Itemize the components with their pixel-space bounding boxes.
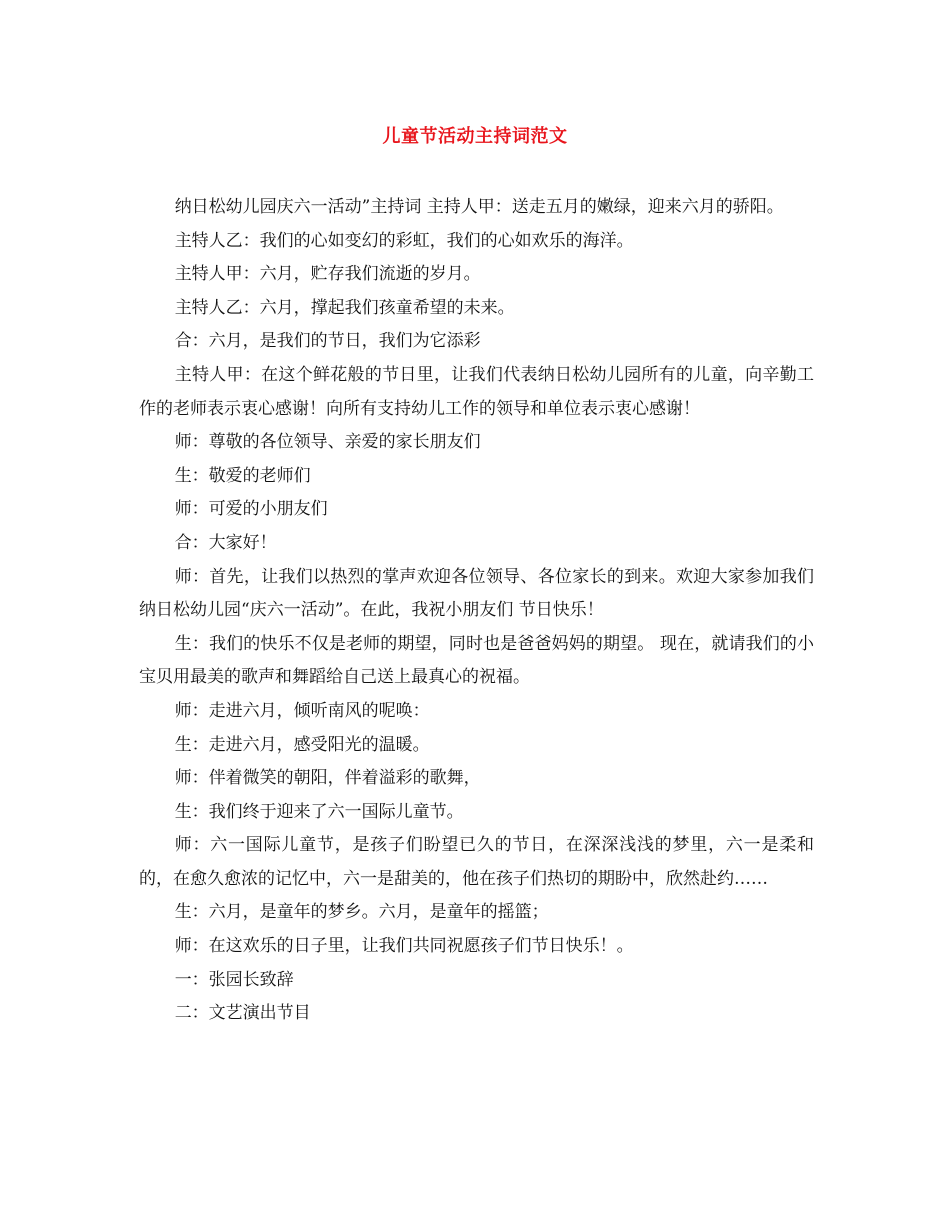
paragraph: 一：张园长致辞	[174, 969, 294, 990]
paragraph: 生：我们终于迎来了六一国际儿童节。	[174, 801, 464, 822]
paragraph: 主特人甲：六月，贮存我们流逝的岁月。	[174, 264, 481, 285]
paragraph: 师：尊敬的各位领导、亲爱的家长朋友们	[174, 432, 481, 453]
paragraph: 师：首先，让我们以热烈的掌声欢迎各位领导、各位家长的到来。欢迎大家参加我们纳日松幼儿园“庆六一活动”。在此，我祝小朋友们 节日快乐！	[139, 566, 814, 621]
paragraph: 生：走进六月，感受阳光的温暖。	[174, 734, 430, 755]
paragraph: 纳日松幼儿园庆六一活动”主持词 主持人甲：送走五月的嫩绿，迎来六月的骄阳。	[174, 197, 784, 217]
document-title: 儿童节活动主持词范文	[382, 126, 568, 147]
paragraph: 生：我们的快乐不仅是老师的期望，同时也是爸爸妈妈的期望。 现在，就请我们的小宝贝用最美的歌声和舞蹈给自己送上最真心的祝福。	[139, 633, 814, 688]
paragraph: 主特人甲：在这个鲜花般的节日里，让我们代表纳日松幼儿园所有的儿童，向辛勤工作的老师表示衷心感谢！向所有支持幼儿工作的领导和单位表示衷心感谢！	[139, 364, 814, 419]
paragraph: 主特人乙：我们的心如变幻的彩虹，我们的心如欢乐的海洋。	[174, 230, 634, 251]
paragraph: 师：走进六月，倾听南风的呢唤：	[174, 700, 430, 721]
paragraph: 师：在这欢乐的日子里，让我们共同祝愿孩子们节日快乐！。	[174, 936, 634, 957]
paragraph: 生：敬爱的老师们	[174, 465, 311, 486]
document-body	[139, 191, 814, 1031]
paragraph: 师：可爱的小朋友们	[174, 499, 328, 520]
paragraph: 二：文艺演出节目	[174, 1003, 311, 1024]
paragraph: 师：伴着微笑的朝阳，伴着溢彩的歌舞，	[174, 768, 481, 789]
paragraph: 合：大家好！	[174, 532, 277, 553]
paragraph: 合：六月，是我们的节日，我们为它添彩	[174, 331, 481, 352]
paragraph: 主特人乙：六月，撑起我们孩童希望的未来。	[174, 297, 515, 318]
paragraph: 生：六月，是童年的梦乡。六月，是童年的摇篮；	[174, 902, 549, 923]
paragraph: 师：六一国际儿童节，是孩子们盼望已久的节日，在深深浅浅的梦里，六一是柔和的，在愈久愈浓的记忆中，六一是甜美的，他在孩子们热切的期盼中，欣然赴约……	[139, 835, 814, 889]
